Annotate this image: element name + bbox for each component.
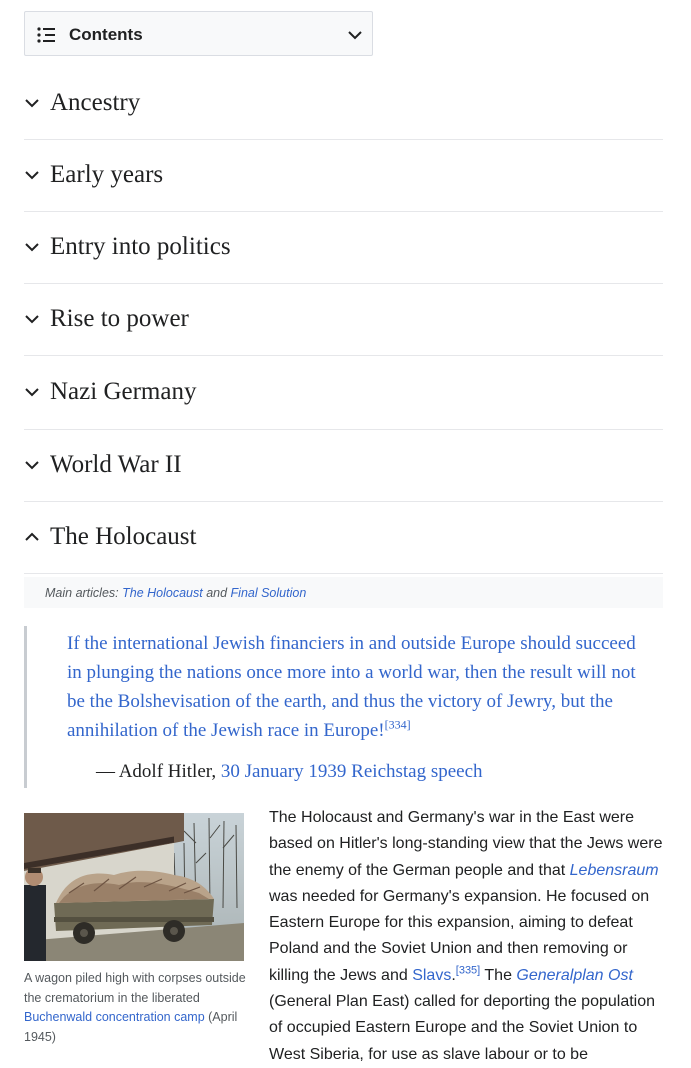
reference-335[interactable]: [335] bbox=[455, 964, 481, 977]
section-early-years[interactable] bbox=[24, 140, 663, 212]
attribution-prefix: — Adolf Hitler, bbox=[96, 761, 221, 782]
section-ancestry[interactable] bbox=[24, 68, 663, 140]
buchenwald-photo[interactable] bbox=[24, 813, 244, 961]
link-the-holocaust[interactable]: The Holocaust bbox=[122, 586, 203, 600]
link-generalplan-ost[interactable]: Generalplan Ost bbox=[516, 966, 633, 984]
body-text-3: . bbox=[451, 966, 456, 984]
reference-334[interactable]: [334] bbox=[384, 717, 411, 732]
section-rise-to-power[interactable] bbox=[24, 284, 663, 356]
link-reichstag-speech[interactable]: 30 January 1939 Reichstag speech bbox=[220, 761, 483, 782]
section-title: World War II bbox=[50, 450, 182, 478]
section-nazi-germany[interactable] bbox=[24, 356, 663, 430]
section-entry-into-politics[interactable] bbox=[24, 212, 663, 284]
list-icon bbox=[37, 27, 57, 43]
hatnote bbox=[24, 577, 663, 608]
body-text-2: was needed for Germany's expansion. He focused on Eastern Europe for this expansion, aiming to defeat Poland and the Soviet Union and then removing or killing the Jews and bbox=[269, 887, 650, 984]
link-lebensraum[interactable]: Lebensraum bbox=[569, 861, 659, 879]
chevron-down-icon bbox=[24, 384, 40, 400]
chevron-down-icon bbox=[24, 167, 40, 183]
toc-toggle-button[interactable] bbox=[24, 11, 373, 56]
quote-text[interactable]: If the international Jewish financiers in and outside Europe should succeed in plunging the nations once more into a world war, then the result will not be the Bolshevisation of the earth, and thus the victory of Jewry, but the annihilation of the Jewish race in Europe! bbox=[67, 633, 636, 741]
quote-text-container bbox=[67, 629, 642, 745]
figure-caption bbox=[24, 969, 249, 1047]
figure bbox=[24, 813, 244, 1047]
chevron-up-icon bbox=[24, 529, 40, 545]
toc-label: Contents bbox=[69, 25, 143, 44]
section-title: Rise to power bbox=[50, 304, 189, 332]
quote-attribution bbox=[96, 761, 483, 783]
caption-suffix: (April 1945) bbox=[24, 1010, 238, 1044]
chevron-down-icon bbox=[24, 311, 40, 327]
section-title: Ancestry bbox=[50, 88, 141, 116]
chevron-down-icon bbox=[24, 95, 40, 111]
chevron-down-icon bbox=[24, 239, 40, 255]
section-title: The Holocaust bbox=[50, 522, 197, 550]
section-world-war-ii[interactable] bbox=[24, 430, 663, 502]
section-title: Entry into politics bbox=[50, 232, 231, 260]
body-paragraph bbox=[269, 805, 669, 1068]
hatnote-and: and bbox=[202, 586, 231, 600]
caption-prefix: A wagon piled high with corpses outside the crematorium in the liberated bbox=[24, 971, 246, 1005]
section-the-holocaust[interactable] bbox=[24, 502, 663, 574]
body-text-1: The Holocaust and Germany's war in the East were based on Hitler's long-standing view that the Jews were the enemy of the German people and that bbox=[269, 809, 663, 879]
section-title: Early years bbox=[50, 160, 164, 188]
section-title: Nazi Germany bbox=[50, 377, 197, 405]
chevron-down-icon bbox=[24, 457, 40, 473]
blockquote bbox=[24, 626, 654, 788]
hatnote-prefix: Main articles: bbox=[45, 586, 123, 600]
link-buchenwald[interactable]: Buchenwald concentration camp bbox=[24, 1010, 205, 1024]
chevron-down-icon bbox=[346, 26, 364, 44]
body-text-5: (General Plan East) called for deporting the population of occupied Eastern Europe and the Soviet Union to West Siberia, for use as slave labour or to be bbox=[269, 993, 656, 1063]
body-text-4: The bbox=[480, 966, 517, 984]
link-slavs[interactable]: Slavs bbox=[412, 966, 452, 984]
link-final-solution[interactable]: Final Solution bbox=[230, 586, 307, 600]
